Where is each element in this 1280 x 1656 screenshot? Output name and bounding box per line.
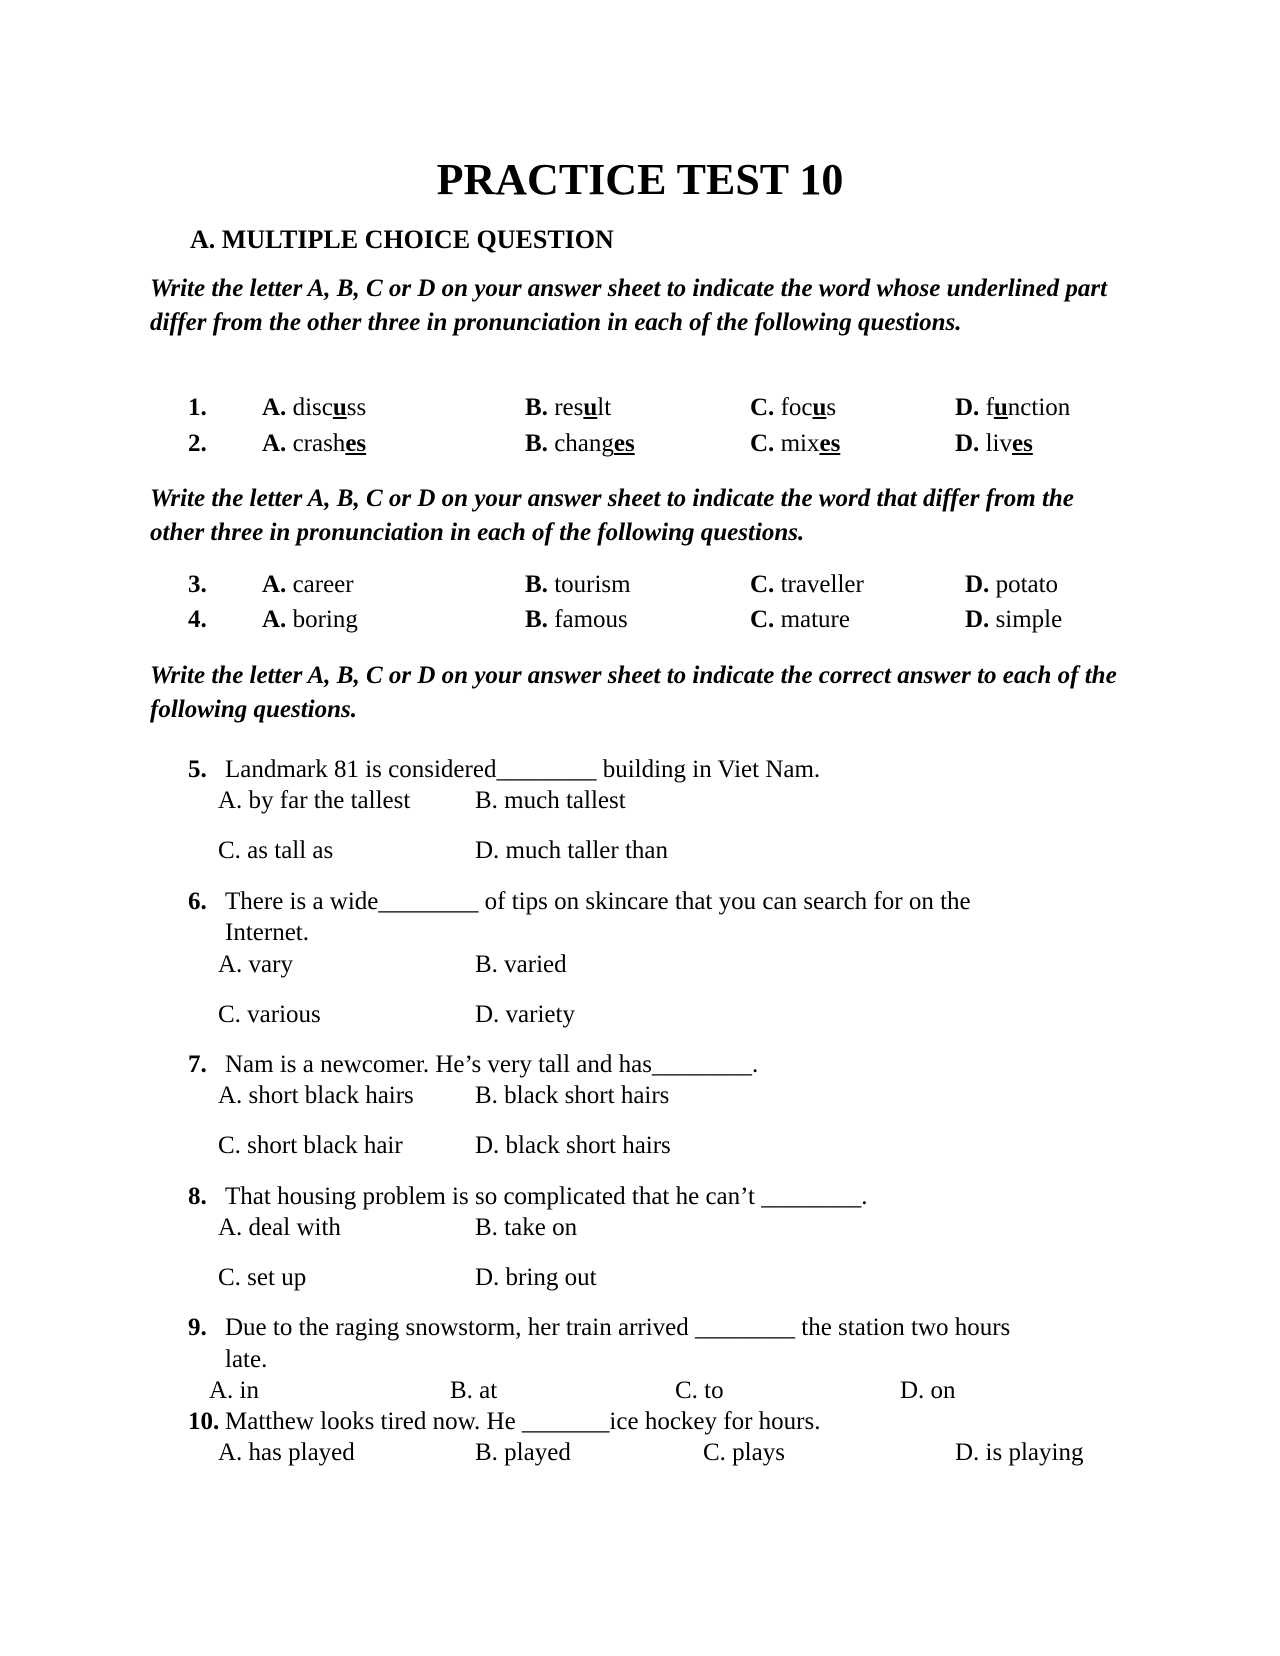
question-number: 9. <box>188 1314 207 1341</box>
option-d: D. much taller than <box>475 837 668 864</box>
option-d: D. lives <box>955 430 1033 457</box>
question-number: 6. <box>188 888 207 915</box>
option-b: B. changes <box>525 430 635 457</box>
option-d: D. variety <box>475 1001 575 1028</box>
page-title: PRACTICE TEST 10 <box>436 155 844 204</box>
option-d: D. is playing <box>955 1439 1084 1466</box>
option-c: C. various <box>218 1001 321 1028</box>
question-number: 7. <box>188 1051 207 1078</box>
option-d: D. bring out <box>475 1264 597 1291</box>
option-b: B. played <box>475 1439 571 1466</box>
option-c: C. as tall as <box>218 837 334 864</box>
question-number: 10. <box>188 1408 220 1435</box>
option-a: A. boring <box>262 606 358 633</box>
option-a: A. vary <box>218 951 293 978</box>
question-number: 1. <box>188 394 207 421</box>
option-c: C. mature <box>750 606 850 633</box>
instruction-underlined: Write the letter A, B, C or D on your answer sheet to indicate the word whose underlined part differ from the other three in pronunciation in each of the following questions. <box>150 275 1108 336</box>
option-c: C. plays <box>703 1439 785 1466</box>
question-stem: Landmark 81 is considered________ building in Viet Nam. <box>225 756 821 783</box>
option-a: A. career <box>262 571 354 598</box>
option-b: B. result <box>525 394 612 421</box>
option-d: D. on <box>900 1377 956 1404</box>
option-b: B. black short hairs <box>475 1082 670 1109</box>
option-a: A. has played <box>218 1439 355 1466</box>
option-c: C. traveller <box>750 571 864 598</box>
question-stem: There is a wide________ of tips on skincare that you can search for on the <box>225 888 971 915</box>
instruction-word: Write the letter A, B, C or D on your answer sheet to indicate the word that differ from the other three in pronunciation in each of the following questions. <box>150 485 1074 546</box>
option-a: A. crashes <box>262 430 367 457</box>
option-a: A. discuss <box>262 394 367 421</box>
option-b: B. tourism <box>525 571 631 598</box>
option-c: C. set up <box>218 1264 307 1291</box>
question-number: 2. <box>188 430 207 457</box>
option-c: C. focus <box>750 394 837 421</box>
option-b: B. take on <box>475 1214 578 1241</box>
option-a: A. by far the tallest <box>218 787 411 814</box>
question-stem: Due to the raging snowstorm, her train arrived ________ the station two hours <box>225 1314 1011 1341</box>
question-stem: Nam is a newcomer. He’s very tall and has________. <box>225 1051 759 1078</box>
option-c: C. mixes <box>750 430 841 457</box>
question-stem-continued: Internet. <box>225 919 309 946</box>
question-number: 3. <box>188 571 207 598</box>
option-b: B. famous <box>525 606 628 633</box>
option-d: D. function <box>955 394 1071 421</box>
option-a: A. short black hairs <box>218 1082 414 1109</box>
option-b: B. at <box>450 1377 498 1404</box>
option-c: C. to <box>675 1377 724 1404</box>
question-stem: Matthew looks tired now. He _______ice hockey for hours. <box>225 1408 821 1435</box>
question-stem-continued: late. <box>225 1346 268 1373</box>
option-d: D. potato <box>965 571 1059 598</box>
question-number: 5. <box>188 756 207 783</box>
question-number: 4. <box>188 606 207 633</box>
option-b: B. varied <box>475 951 567 978</box>
option-b: B. much tallest <box>475 787 626 814</box>
option-a: A. deal with <box>218 1214 341 1241</box>
question-stem: That housing problem is so complicated that he can’t ________. <box>225 1183 868 1210</box>
option-d: D. simple <box>965 606 1063 633</box>
section-heading: A. MULTIPLE CHOICE QUESTION <box>190 225 614 254</box>
question-number: 8. <box>188 1183 207 1210</box>
option-c: C. short black hair <box>218 1132 403 1159</box>
option-a: A. in <box>209 1377 259 1404</box>
instruction-correct-answer: Write the letter A, B, C or D on your answer sheet to indicate the correct answer to each of the following questions. <box>150 662 1117 723</box>
option-d: D. black short hairs <box>475 1132 671 1159</box>
